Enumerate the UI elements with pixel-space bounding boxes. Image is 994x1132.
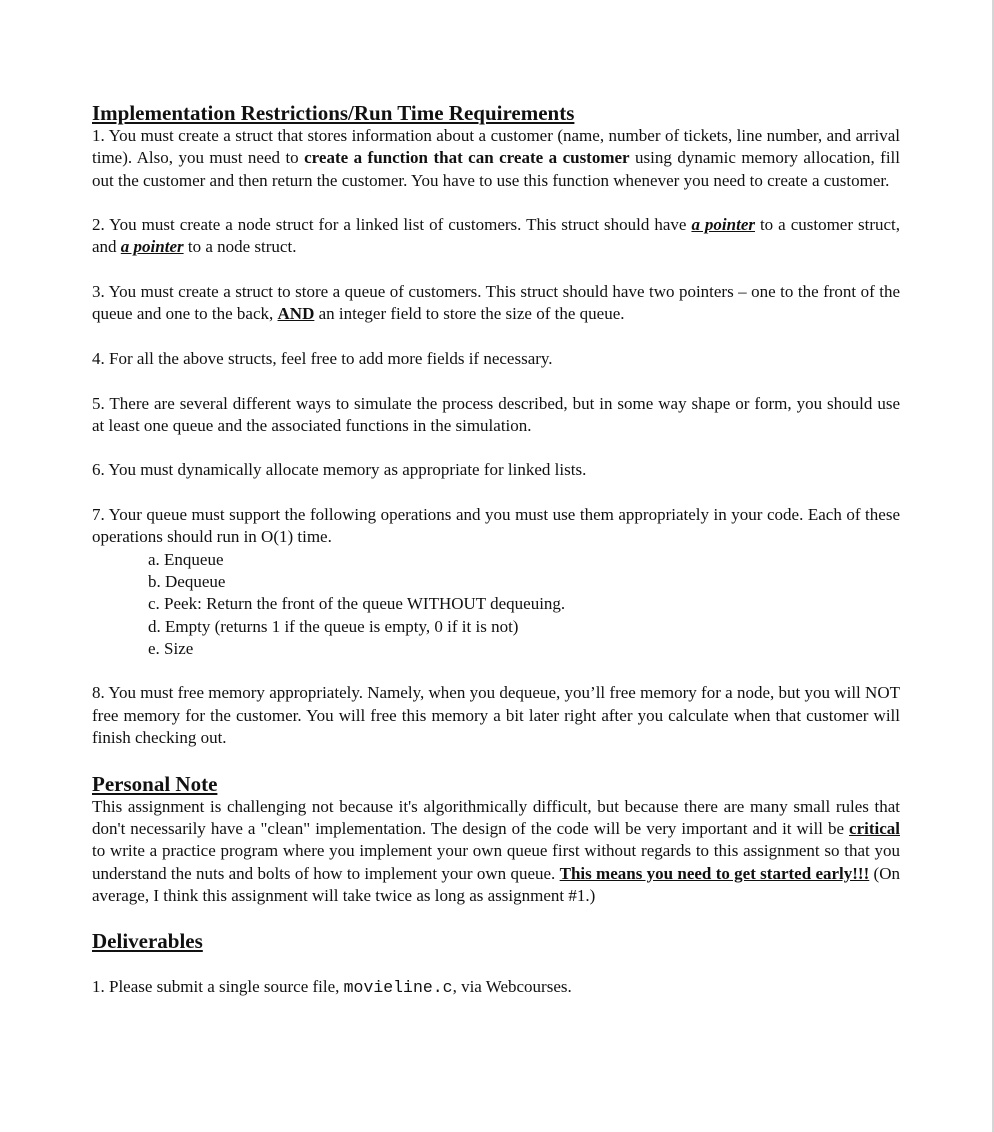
- list-item: a. Enqueue: [148, 549, 224, 569]
- emphasis-a-pointer: a pointer: [691, 215, 755, 235]
- emphasis-a-pointer: a pointer: [120, 237, 184, 257]
- source-filename: movieline.c: [343, 977, 453, 997]
- emphasis-critical: critical: [849, 818, 900, 838]
- heading-implementation-restrictions: Implementation Restrictions/Run Time Requirements: [92, 101, 575, 125]
- requirement-4: 4. For all the above structs, feel free to add more fields if necessary.: [92, 348, 553, 368]
- list-item: c. Peek: Return the front of the queue WITHOUT dequeuing.: [148, 594, 566, 614]
- requirement-1: 1. You must create a struct that stores information about a customer (name, number of tickets, line number, and arrival time). Also, you must need to create a function that can create a customer using dynamic memory allocation, fill out the customer and then return the customer. You have to use this function whenever you need to create a customer.: [92, 126, 900, 190]
- requirement-3: 3. You must create a struct to store a queue of customers. This struct should have two pointers – one to the front of the queue and one to the back, AND an integer field to store the size of the queue.: [92, 282, 900, 324]
- emphasis-and: AND: [277, 304, 315, 324]
- queue-operations-list: [148, 549, 900, 660]
- requirement-2: 2. You must create a node struct for a linked list of customers. This struct should have a pointer to a customer struct, and a pointer to a node struct.: [92, 215, 901, 257]
- requirement-7: 7. Your queue must support the following operations and you must use them appropriately in your code. Each of these operations should run in O(1) time.: [92, 505, 900, 547]
- heading-deliverables: Deliverables: [92, 929, 203, 954]
- personal-note-paragraph: This assignment is challenging not because it's algorithmically difficult, but because there are many small rules that don't necessarily have a "clean" implementation. The design of the code will be very important and it will be critical to write a practice program where you implement your own queue first without regards to this assignment so that you understand the nuts and bolts of how to implement your own queue. This means you need to get started early!!! (On average, I think this assignment will take twice as long as assignment #1.): [92, 796, 900, 905]
- requirement-5: 5. There are several different ways to simulate the process described, but in some way shape or form, you should use at least one queue and the associated functions in the simulation.: [92, 393, 900, 435]
- requirement-8: 8. You must free memory appropriately. Namely, when you dequeue, you’ll free memory for a node, but you will NOT free memory for the customer. You will free this memory a bit later right after you calculate when that customer will finish checking out.: [92, 683, 900, 748]
- requirement-6: 6. You must dynamically allocate memory as appropriate for linked lists.: [92, 460, 587, 480]
- document-content: [92, 101, 900, 999]
- emphasis-create-function: create a function that can create a customer: [304, 148, 630, 168]
- heading-personal-note: Personal Note: [92, 771, 218, 796]
- list-item: e. Size: [148, 638, 194, 658]
- emphasis-get-started-early: This means you need to get started early!!!: [559, 863, 870, 883]
- deliverable-1: 1. Please submit a single source file, movieline.c, via Webcourses.: [92, 976, 572, 997]
- list-item: d. Empty (returns 1 if the queue is empty, 0 if it is not): [148, 616, 519, 636]
- list-item: b. Dequeue: [148, 571, 226, 591]
